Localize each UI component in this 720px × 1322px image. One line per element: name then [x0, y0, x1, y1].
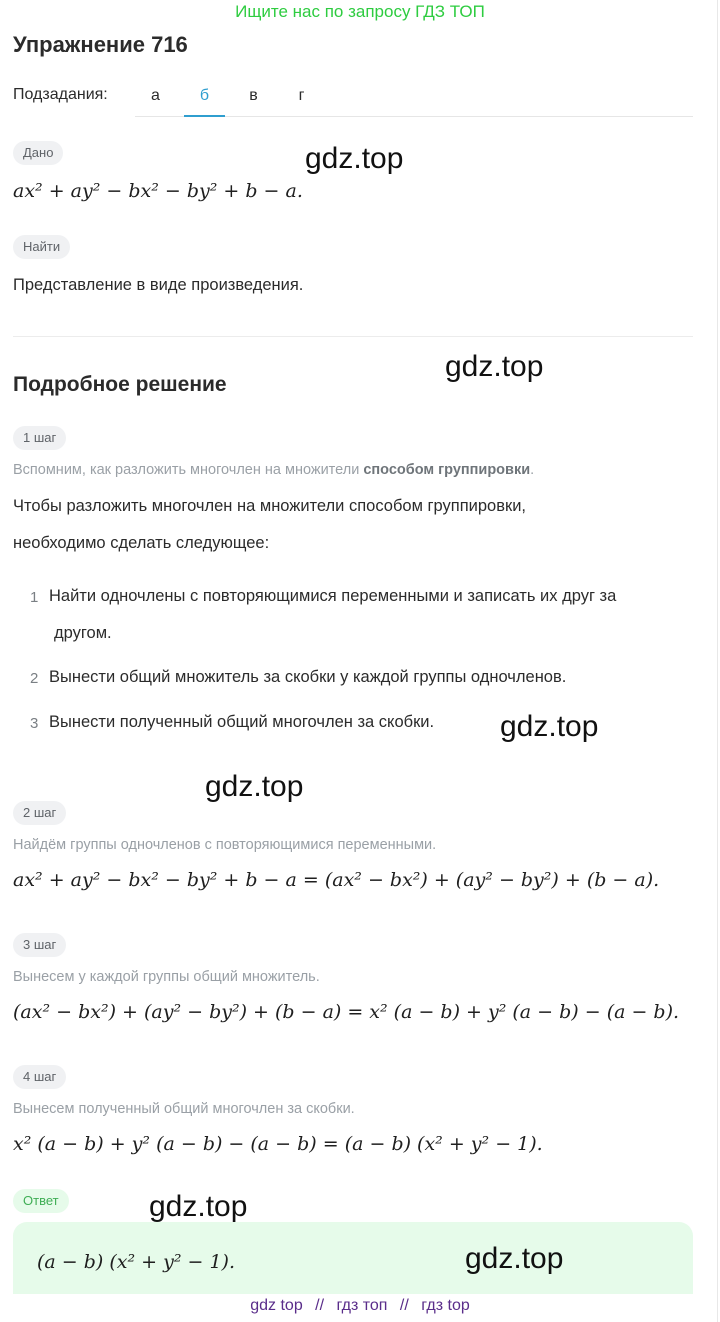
given-expr-text: ax² + ay² − bx² − by² + b − a. [13, 180, 303, 202]
step2-hint: Найдём группы одночленов с повторяющимися переменными. [13, 837, 437, 853]
footer-link-3[interactable]: гдз top [421, 1297, 470, 1314]
footer-sep-2: // [399, 1297, 409, 1314]
list-item-3: Вынести полученный общий многочлен за скобки. [49, 713, 435, 731]
step1-text-line1: Чтобы разложить многочлен на множители способом группировки, [13, 497, 526, 515]
footer-links [0, 1297, 720, 1315]
watermark-3: gdz.top [500, 710, 599, 743]
step3-expression: (ax² − bx²) + (ay² − by²) + (b − a) = x² (a − b) + y² (a − b) − (a − b). [13, 1001, 680, 1023]
answer-expression: (a − b) (x² + y² − 1). [37, 1251, 235, 1273]
find-chip: Найти [13, 235, 70, 259]
tab-a[interactable]: а [151, 87, 160, 104]
page-title: Упражнение 716 [13, 32, 188, 57]
footer-sep-1: // [315, 1297, 325, 1314]
right-edge-line [717, 0, 718, 1322]
tab-g[interactable]: г [298, 87, 305, 104]
step4-expression: x² (a − b) + y² (a − b) − (a − b) = (a − b) (x² + y² − 1). [13, 1133, 543, 1155]
watermark-6: gdz.top [465, 1242, 564, 1275]
step1-hint-bold: способом группировки [363, 462, 531, 478]
solution-title: Подробное решение [13, 373, 227, 396]
section-divider [13, 336, 693, 337]
find-text: Представление в виде произведения. [13, 276, 304, 294]
step2-expression: ax² + ay² − bx² − by² + b − a = (ax² − bx²) + (ay² − by²) + (b − a). [13, 869, 660, 891]
answer-chip: Ответ [13, 1189, 69, 1213]
watermark-5: gdz.top [149, 1190, 248, 1223]
step1-chip: 1 шаг [13, 426, 66, 450]
step3-chip: 3 шаг [13, 933, 66, 957]
subtasks-label: Подзадания: [13, 86, 108, 103]
tab-b[interactable]: б [184, 76, 225, 117]
list-item-2: Вынести общий множитель за скобки у каждой группы одночленов. [49, 668, 567, 686]
list-number-1: 1 [30, 589, 39, 606]
step4-hint: Вынесем полученный общий многочлен за скобки. [13, 1101, 355, 1117]
subtasks-tabs [135, 76, 693, 117]
step4-chip: 4 шаг [13, 1065, 66, 1089]
footer-link-2[interactable]: гдз топ [336, 1297, 388, 1314]
step1-hint-end: . [530, 462, 535, 478]
watermark-1: gdz.top [305, 142, 404, 175]
footer-link-1[interactable]: gdz top [250, 1297, 303, 1314]
step1-hint-text: Вспомним, как разложить многочлен на множители [13, 462, 364, 478]
step2-chip: 2 шаг [13, 801, 66, 825]
search-banner: Ищите нас по запросу ГДЗ ТОП [235, 2, 485, 21]
list-number-3: 3 [30, 715, 39, 732]
step3-hint: Вынесем у каждой группы общий множитель. [13, 969, 320, 985]
step1-hint [13, 462, 534, 478]
step1-text-line2: необходимо сделать следующее: [13, 534, 270, 552]
given-chip: Дано [13, 141, 63, 165]
list-item-1-line2: другом. [54, 624, 112, 642]
tab-v[interactable]: в [249, 87, 258, 104]
watermark-2: gdz.top [445, 350, 544, 383]
watermark-4: gdz.top [205, 770, 304, 803]
list-number-2: 2 [30, 670, 39, 687]
given-expression [13, 180, 303, 202]
list-item-1-line1: Найти одночлены с повторяющимися переменными и записать их друг за [49, 587, 617, 605]
